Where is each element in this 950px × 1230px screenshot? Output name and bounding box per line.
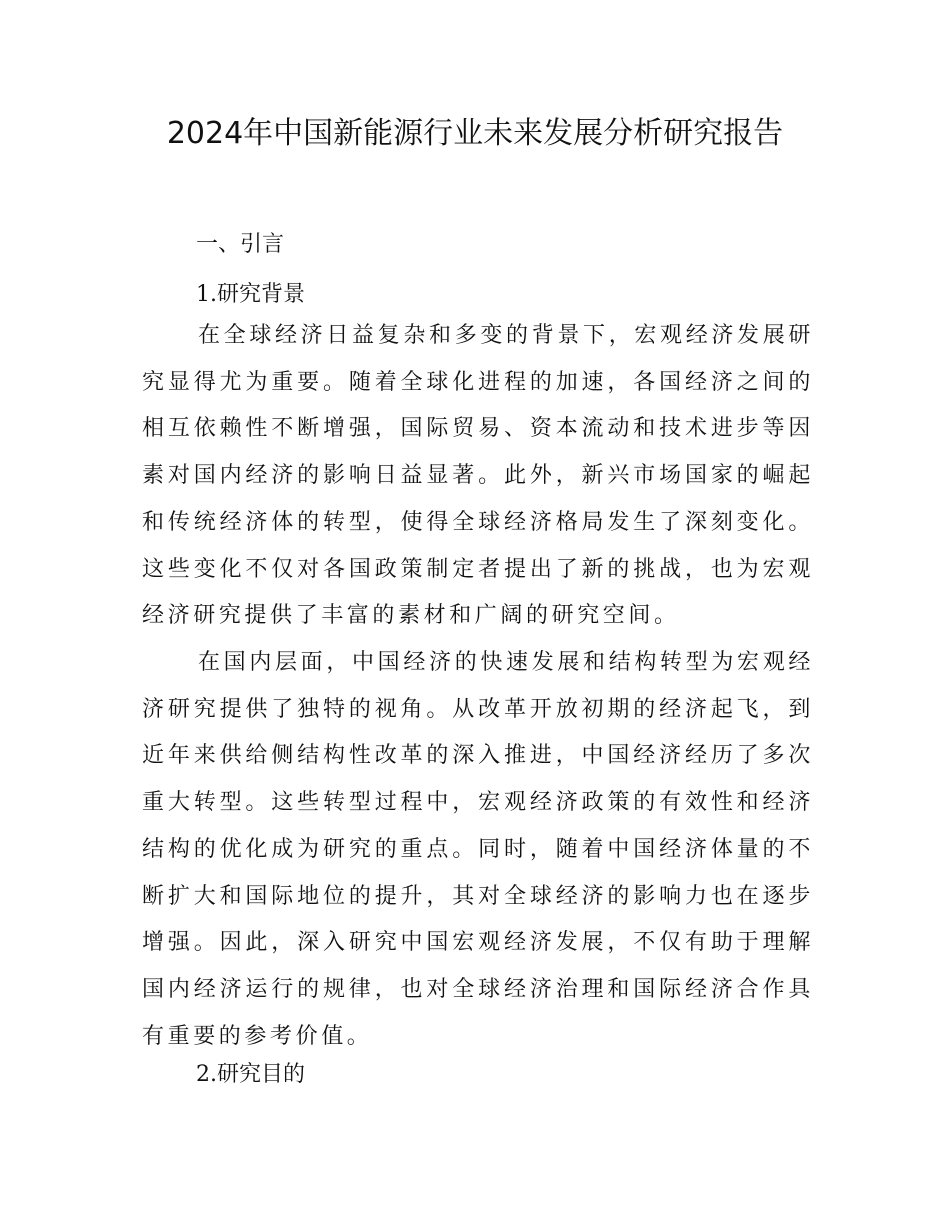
section-heading-introduction: 一、引言 (196, 232, 285, 257)
subsection-heading-research-background: 1.研究背景 (196, 282, 305, 307)
document-title: 2024年中国新能源行业未来发展分析研究报告 (166, 116, 784, 151)
subsection-heading-research-purpose: 2.研究目的 (196, 1062, 305, 1087)
paragraph-background-domestic: 在国内层面，中国经济的快速发展和结构转型为宏观经济研究提供了独特的视角。从改革开放初期的经济起飞，到近年来供给侧结构性改革的深入推进，中国经济经历了多次重大转型。这些转型过程中，宏观经济政策的有效性和经济结构的优化成为研究的重点。同时，随着中国经济体量的不断扩大和国际地位的提升，其对全球经济的影响力也在逐步增强。因此，深入研究中国宏观经济发展，不仅有助于理解国内经济运行的规律，也对全球经济治理和国际经济合作具有重要的参考价值。 (142, 650, 814, 1049)
paragraph-background-global: 在全球经济日益复杂和多变的背景下，宏观经济发展研究显得尤为重要。随着全球化进程的加速，各国经济之间的相互依赖性不断增强，国际贸易、资本流动和技术进步等因素对国内经济的影响日益显著。此外，新兴市场国家的崛起和传统经济体的转型，使得全球经济格局发生了深刻变化。这些变化不仅对各国政策制定者提出了新的挑战，也为宏观经济研究提供了丰富的素材和广阔的研究空间。 (142, 323, 814, 629)
